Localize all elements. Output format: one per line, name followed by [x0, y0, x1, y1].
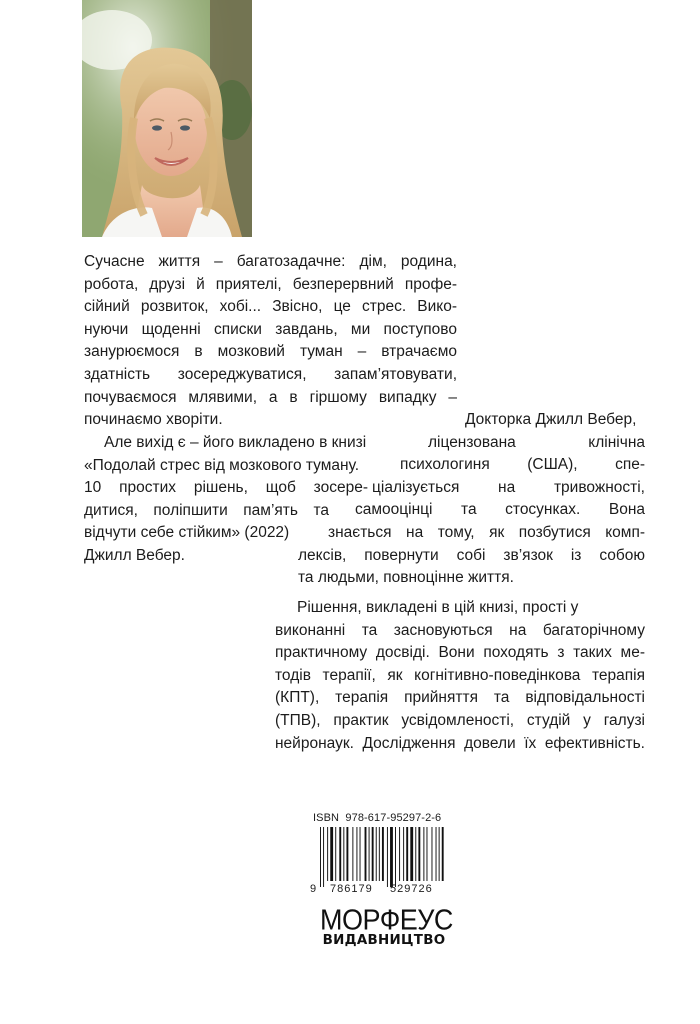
text-line: здатність зосереджуватися, запам’ятовувати,	[84, 365, 457, 383]
text-line: робота, друзі й приятелі, безперервний профе-	[84, 275, 457, 293]
text-line: занурюємося в мозковий туман – втрачаємо	[84, 343, 457, 361]
barcode-digit-first: 9	[310, 883, 317, 895]
isbn-text	[313, 812, 441, 824]
barcode-bar	[439, 827, 440, 881]
barcode-bar	[323, 827, 324, 887]
isbn-label: ISBN	[313, 812, 340, 824]
barcode-bar	[327, 827, 328, 881]
text-line: знається на тому, як позбутися комп-	[328, 524, 645, 541]
text-line: 10 простих рішень, щоб зосере-	[84, 479, 368, 497]
barcode-bar	[410, 827, 413, 881]
isbn-barcode	[310, 812, 450, 904]
barcode-bar	[436, 827, 437, 881]
text-line: тодів терапії, як когнітивно-поведінкова терапія	[275, 666, 645, 684]
barcode-bar	[330, 827, 333, 881]
text-line: (ТПВ), практик усвідомленості, студій у галузі	[275, 711, 645, 729]
text-line: відчути себе стійким» (2022)	[84, 524, 290, 542]
text-line: Джилл Вебер.	[84, 547, 185, 564]
barcode-bar	[379, 827, 380, 881]
barcode-bar	[320, 827, 321, 887]
text-line: Рішення, викладені в цій книзі, прості у	[297, 599, 579, 616]
text-line: ціалізується на тривожності,	[372, 478, 645, 496]
barcode-bars	[320, 827, 446, 887]
publisher-name: МОРФЕУС	[320, 904, 453, 936]
barcode-bar	[387, 827, 388, 887]
text-line: Але вихід є – його викладено в книзі	[104, 434, 367, 451]
barcode-bar	[339, 827, 341, 881]
barcode-bar	[346, 827, 348, 881]
barcode-bar	[335, 827, 336, 881]
barcode-bar	[403, 827, 404, 881]
barcode-bar	[418, 827, 420, 881]
text-line: почуваємося млявими, а в гіршому випадку –	[84, 388, 457, 406]
barcode-bar	[423, 827, 424, 881]
text-line: сійний розвиток, хобі... Звісно, це стрес. Вико-	[84, 298, 457, 316]
barcode-digits-right: 529726	[390, 883, 433, 895]
text-line: (КПТ), терапія прийняття та відповідальності	[275, 689, 645, 707]
barcode-bar	[427, 827, 428, 881]
text-line: ліцензована клінічна	[428, 433, 645, 451]
barcode-bar	[415, 827, 416, 881]
text-line: «Подолай стрес від мозкового туману.	[84, 456, 360, 474]
barcode-bar	[352, 827, 353, 881]
author-photo	[82, 0, 252, 237]
text-line: Докторка Джилл Вебер,	[465, 411, 637, 428]
text-line: дитися, поліпшити пам’ять та	[84, 501, 329, 519]
barcode-bar	[356, 827, 357, 881]
barcode-bar	[406, 827, 408, 881]
text-line: нуючи щоденні списки завдань, ми поступово	[84, 320, 457, 338]
publisher-subtitle: ВИДАВНИЦТВО	[322, 933, 446, 948]
barcode-bar	[395, 827, 396, 887]
text-line: нейронаук. Дослідження довели їх ефективність.	[275, 734, 645, 752]
barcode-bar	[365, 827, 367, 881]
text-line: Сучасне життя – багатозадачне: дім, родина,	[84, 253, 457, 270]
barcode-bar	[382, 827, 384, 881]
barcode-bar	[390, 827, 393, 887]
text-line: лексів, повернути собі зв’язок із собою	[298, 546, 645, 564]
text-line: та людьми, повноцінне життя.	[298, 569, 514, 587]
barcode-bar	[432, 827, 433, 881]
barcode-bar	[360, 827, 361, 881]
intro-paragraph	[84, 251, 457, 432]
barcode-bar	[343, 827, 344, 881]
text-line: психологиня (США), спе-	[400, 456, 645, 474]
barcode-bar	[442, 827, 444, 881]
barcode-bar	[399, 827, 400, 881]
text-line: виконанні та засновуються на багаторічному	[275, 621, 645, 639]
barcode-bar	[369, 827, 370, 881]
barcode-digits-left: 786179	[330, 883, 373, 895]
publisher-logo	[320, 904, 453, 948]
text-line: практичному досвіді. Вони походять з таких ме-	[275, 644, 645, 662]
text-line: починаємо хворіти.	[84, 411, 223, 429]
isbn-number: 978-617-95297-2-6	[345, 812, 442, 824]
barcode-bar	[376, 827, 377, 881]
barcode-bar	[372, 827, 374, 881]
author-bio-paragraph	[0, 409, 700, 599]
method-paragraph	[275, 597, 645, 755]
text-line: самооцінці та стосунках. Вона	[355, 501, 645, 519]
